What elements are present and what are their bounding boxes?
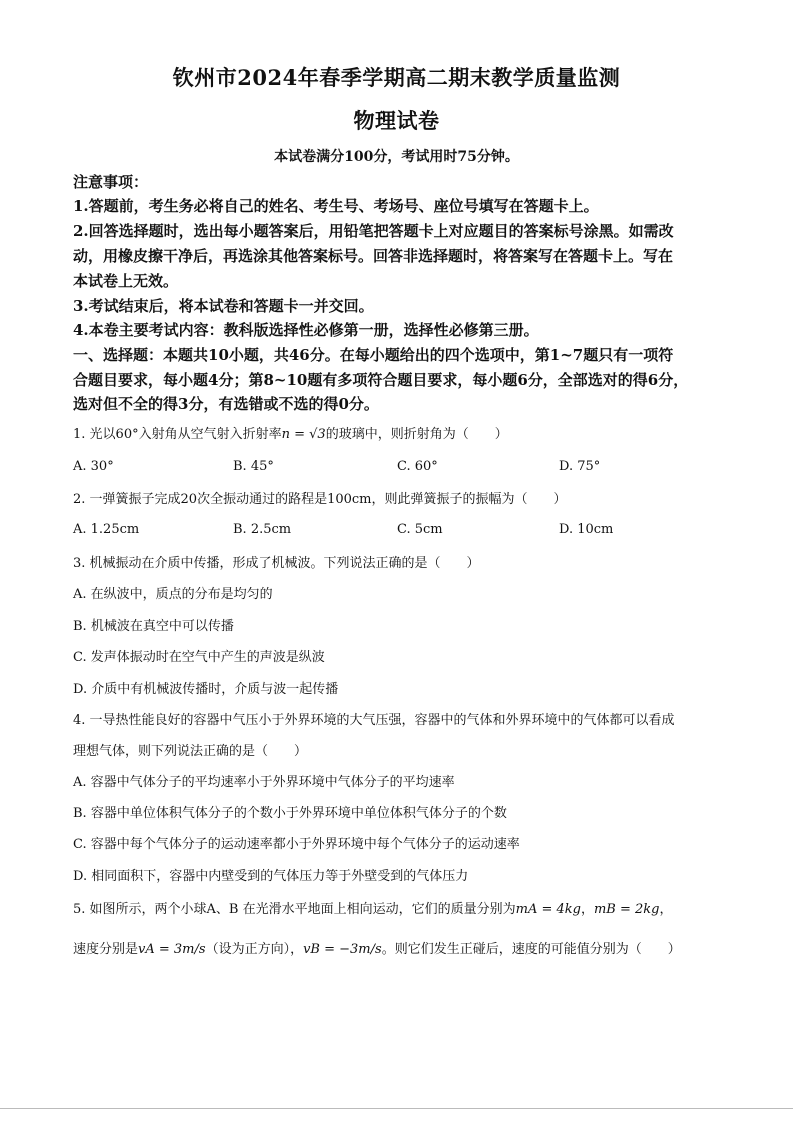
q5-end: ， bbox=[659, 902, 673, 917]
note-line-2: 2.回答选择题时，选出每小题答案后，用铅笔把答题卡上对应题目的答案标号涂黑。如需改 bbox=[73, 222, 674, 240]
exam-subject: 物理试卷 bbox=[353, 108, 440, 133]
q5-pre: 5. 如图所示，两个小球A、B 在光滑水平地面上相向运动，它们的质量分别为 bbox=[73, 902, 516, 917]
section-line-3: 选对但不全的得3分，有选错或不选的得0分。 bbox=[73, 395, 379, 413]
question-5-stem-line-2 bbox=[73, 940, 733, 960]
note-line-3: 动，用橡皮擦干净后，再选涂其他答案标号。回答非选择题时，将答案写在答题卡上。写在 bbox=[73, 247, 674, 265]
page-bottom-rule bbox=[0, 1108, 793, 1109]
q5-line2-pre: 速度分别是 bbox=[73, 942, 139, 957]
note-line-1: 1.答题前，考生务必将自己的姓名、考生号、考场号、座位号填写在答题卡上。 bbox=[73, 197, 599, 215]
q3-option-b[interactable]: B. 机械波在真空中可以传播 bbox=[73, 619, 234, 634]
q5-velocity-b: vB = −3m/s bbox=[303, 942, 382, 957]
q5-velocity-a: vA = 3m/s bbox=[138, 942, 206, 957]
q1-option-d[interactable]: D. 75° bbox=[559, 459, 601, 474]
q3-option-d[interactable]: D. 介质中有机械波传播时，介质与波一起传播 bbox=[73, 682, 339, 697]
section-line-2: 合题目要求，每小题4分；第8~10题有多项符合题目要求，每小题6分，全部选对的得6分， bbox=[73, 371, 689, 389]
q5-mass-b: mB = 2kg bbox=[593, 902, 660, 917]
q2-pre: 2. 一弹簧振子完成20次全振动通过的路程是 bbox=[73, 492, 328, 507]
question-5-stem-line-1 bbox=[73, 900, 733, 920]
q1-post: 的玻璃中，则折射角为（ ） bbox=[325, 427, 508, 442]
q2-option-c[interactable]: C. 5cm bbox=[397, 522, 443, 537]
q1-option-b[interactable]: B. 45° bbox=[233, 459, 274, 474]
q4-option-d[interactable]: D. 相同面积下，容器中内壁受到的气体压力等于外壁受到的气体压力 bbox=[73, 869, 469, 884]
q1-mid: 入射角从空气射入折射率 bbox=[138, 427, 282, 442]
q2-post: ，则此弹簧振子的振幅为（ ） bbox=[371, 492, 567, 507]
q5-line2-post: 。则它们发生正碰后，速度的可能值分别为（ ） bbox=[381, 942, 681, 957]
note-line-4: 本试卷上无效。 bbox=[73, 272, 179, 290]
q5-line2-mid: （设为正方向）， bbox=[205, 942, 304, 957]
question-2-options bbox=[73, 522, 733, 542]
question-1-options bbox=[73, 459, 733, 479]
q2-option-b[interactable]: B. 2.5cm bbox=[233, 522, 292, 537]
question-2-stem bbox=[73, 490, 733, 510]
q4-option-a[interactable]: A. 容器中气体分子的平均速率小于外界环境中气体分子的平均速率 bbox=[73, 775, 455, 790]
notes-heading: 注意事项： bbox=[73, 173, 149, 191]
q1-angle: 60° bbox=[115, 427, 139, 442]
section-line-1: 一、选择题：本题共10小题，共46分。在每小题给出的四个选项中，第1~7题只有一项符 bbox=[73, 346, 674, 364]
q2-option-d[interactable]: D. 10cm bbox=[559, 522, 614, 537]
q3-option-c[interactable]: C. 发声体振动时在空气中产生的声波是纵波 bbox=[73, 650, 325, 665]
q3-option-a[interactable]: A. 在纵波中，质点的分布是均匀的 bbox=[73, 587, 273, 602]
q4-option-c[interactable]: C. 容器中每个气体分子的运动速率都小于外界环境中每个气体分子的运动速率 bbox=[73, 837, 520, 852]
note-line-6: 4.本卷主要考试内容：教科版选择性必修第一册，选择性必修第三册。 bbox=[73, 321, 539, 339]
q1-option-a[interactable]: A. 30° bbox=[73, 459, 114, 474]
q2-distance: 100cm bbox=[327, 492, 372, 507]
question-3-stem: 3. 机械振动在介质中传播，形成了机械波。下列说法正确的是（ ） bbox=[73, 556, 480, 571]
q2-option-a[interactable]: A. 1.25cm bbox=[73, 522, 140, 537]
exam-title: 钦州市2024年春季学期高二期末教学质量监测 bbox=[172, 65, 621, 90]
q4-option-b[interactable]: B. 容器中单位体积气体分子的个数小于外界环境中单位体积气体分子的个数 bbox=[73, 806, 507, 821]
q1-refractive-index: n = √3 bbox=[281, 427, 326, 442]
exam-info: 本试卷满分100分，考试用时75分钟。 bbox=[274, 149, 519, 165]
question-4-stem-line-1: 4. 一导热性能良好的容器中气压小于外界环境的大气压强，容器中的气体和外界环境中的气体都可以看成 bbox=[73, 713, 675, 728]
note-line-5: 3.考试结束后，将本试卷和答题卡一并交回。 bbox=[73, 297, 374, 315]
question-4-stem-line-2: 理想气体，则下列说法正确的是（ ） bbox=[73, 744, 308, 759]
q1-option-c[interactable]: C. 60° bbox=[397, 459, 438, 474]
q1-pre: 1. 光以 bbox=[73, 427, 116, 442]
q5-sep: ， bbox=[580, 902, 594, 917]
q5-mass-a: mA = 4kg bbox=[515, 902, 581, 917]
question-1-stem bbox=[73, 425, 733, 445]
